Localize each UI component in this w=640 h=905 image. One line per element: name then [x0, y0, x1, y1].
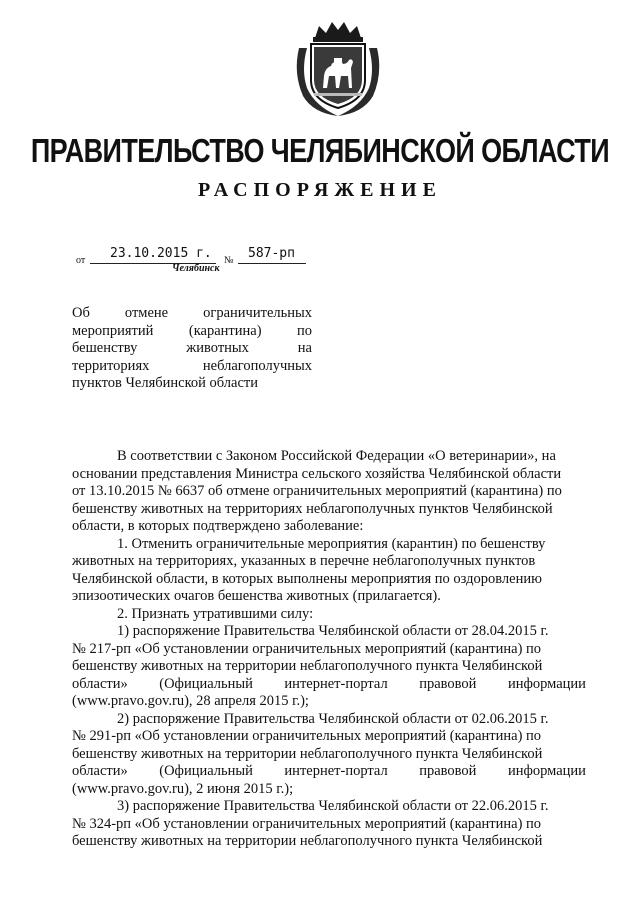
from-label: от — [76, 255, 86, 266]
body-word: правовой — [419, 675, 477, 692]
body-line: (www.pravo.gov.ru), 28 апреля 2015 г.); — [72, 693, 309, 709]
document-number: 587-рп — [248, 246, 295, 261]
date-number-line — [76, 247, 376, 271]
body-line: 1) распоряжение Правительства Челябинской области от 28.04.2015 г. — [117, 623, 549, 639]
subject-word: на — [297, 340, 312, 356]
subject-line — [72, 358, 312, 376]
body-line: 2) распоряжение Правительства Челябинской области от 02.06.2015 г. — [117, 710, 549, 727]
body-word: области» — [72, 763, 128, 779]
body-word: интернет-портал — [284, 763, 388, 779]
government-title: ПРАВИТЕЛЬСТВО ЧЕЛЯБИНСКОЙ ОБЛАСТИ — [30, 132, 610, 170]
body-word: (Официальный — [159, 675, 253, 692]
number-label: № — [224, 255, 234, 266]
body-line: бешенству животных на территориях неблагополучных пунктов Челябинской — [72, 500, 553, 517]
body-word: области» — [72, 675, 128, 692]
subject-word: ограничительных — [203, 305, 312, 321]
body-line: основании представления Министра сельского хозяйства Челябинской области — [72, 465, 562, 482]
subject-word: Об — [72, 305, 90, 321]
subject-word: неблагополучных — [202, 357, 312, 374]
body-line: 2. Признать утратившими силу: — [117, 605, 314, 622]
body-line: В соответствии с Законом Российской Федерации «О ветеринарии», на — [117, 448, 556, 464]
body-line: 3) распоряжение Правительства Челябинской области от 22.06.2015 г. — [117, 798, 549, 814]
subject-line — [72, 305, 312, 323]
body-line: № 324-рп «Об установлении ограничительных мероприятий (карантина) по — [72, 815, 542, 832]
body-word: информации — [507, 763, 586, 779]
subject-word: отмене — [124, 305, 169, 321]
body-line: бешенству животных на территории неблагополучного пункта Челябинской — [72, 658, 543, 674]
subject-word: по — [296, 322, 312, 339]
body-line: бешенству животных на территории неблагополучного пункта Челябинской — [72, 833, 543, 849]
subject-word: бешенству — [72, 340, 138, 356]
subject-word: (карантина) — [188, 322, 262, 339]
body-line: животных на территориях, указанных в перечне неблагополучных пунктов — [72, 553, 536, 569]
document-body — [72, 448, 586, 851]
body-line: от 13.10.2015 № 6637 об отмене ограничительных мероприятий (карантина) по — [72, 483, 562, 499]
body-word: интернет-портал — [284, 675, 388, 692]
subject-word: животных — [186, 340, 249, 356]
body-word: информации — [507, 675, 586, 692]
body-line: эпизоотических очагов бешенства животных (прилагается). — [72, 588, 441, 604]
document-date: 23.10.2015 г. — [110, 246, 212, 261]
body-line: № 291-рп «Об установлении ограничительных мероприятий (карантина) по — [72, 728, 542, 744]
subject-word: территориях — [72, 357, 150, 374]
document-type: РАСПОРЯЖЕНИЕ — [198, 179, 442, 201]
subject-line — [72, 340, 312, 358]
body-line: № 217-рп «Об установлении ограничительных мероприятий (карантина) по — [72, 640, 542, 657]
subject-line — [72, 375, 312, 393]
subject-word: пунктов Челябинской области — [72, 375, 259, 391]
body-line: Челябинской области, в которых выполнены мероприятия по оздоровлению — [72, 570, 542, 587]
body-word: (Официальный — [159, 763, 253, 779]
body-line: (www.pravo.gov.ru), 2 июня 2015 г.); — [72, 780, 294, 797]
body-line: области, в которых подтверждено заболевание: — [72, 518, 364, 534]
subject-block — [72, 305, 312, 393]
body-line: 1. Отменить ограничительные мероприятия (карантин) по бешенству — [117, 535, 546, 552]
body-line — [72, 676, 586, 694]
body-line — [72, 763, 586, 781]
body-word: правовой — [419, 763, 477, 779]
city-name: Челябинск — [172, 263, 220, 274]
number-underline — [238, 263, 306, 264]
coat-of-arms-icon — [293, 18, 383, 118]
subject-word: мероприятий — [72, 322, 154, 339]
body-line: бешенству животных на территории неблагополучного пункта Челябинской — [72, 745, 543, 762]
subject-line — [72, 323, 312, 341]
